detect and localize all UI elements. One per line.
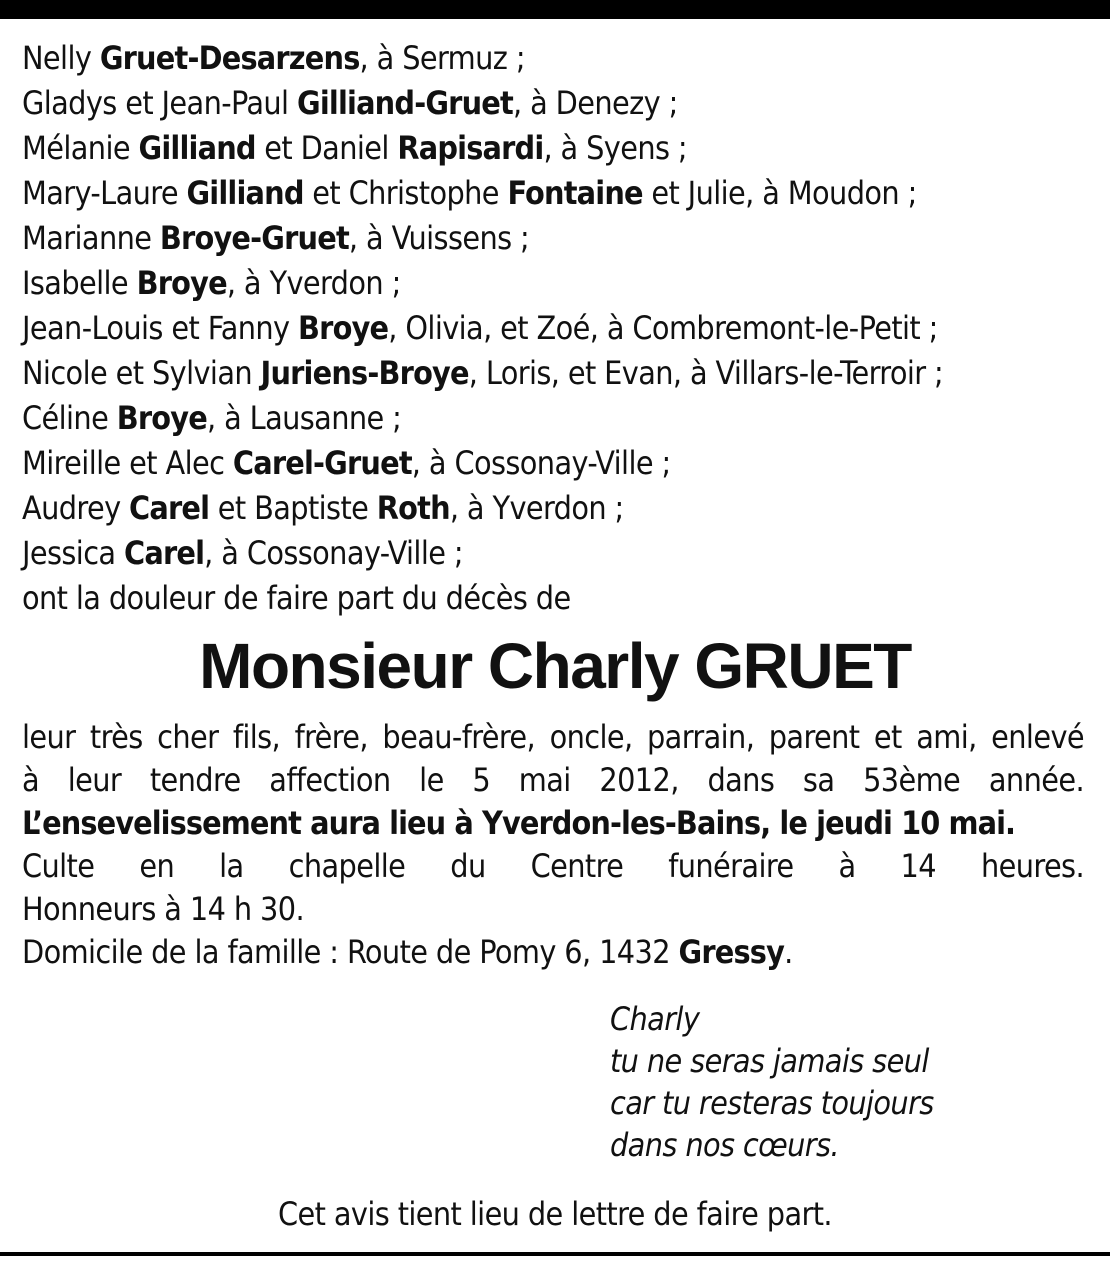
surname: Gilliand-Gruet — [297, 84, 513, 122]
surname: Gilliand — [186, 174, 304, 212]
given-names: Audrey — [22, 489, 130, 527]
given-names: Mary-Laure — [22, 174, 187, 212]
poem-line: tu ne seras jamais seul — [610, 1042, 929, 1080]
family-line — [22, 306, 1092, 351]
bottom-rule — [0, 1252, 1110, 1256]
poem — [610, 998, 1090, 1166]
surname: Carel-Gruet — [232, 444, 412, 482]
surname: Broye — [136, 264, 227, 302]
poem-line: car tu resteras toujours — [610, 1084, 934, 1122]
family-line — [22, 351, 1092, 396]
family-line — [22, 396, 1092, 441]
poem-line: dans nos cœurs. — [610, 1126, 839, 1164]
given-names: Nicole et Sylvian — [22, 354, 261, 392]
locality: , à Sermuz ; — [359, 39, 525, 77]
surname: Broye-Gruet — [159, 219, 349, 257]
family-line — [22, 171, 1092, 216]
notice-body — [22, 716, 1084, 974]
locality: , Olivia, et Zoé, à Combremont-le-Petit ; — [388, 309, 938, 347]
family-list — [22, 36, 1092, 621]
address-town: Gressy — [678, 933, 785, 971]
given-names: Gladys et Jean-Paul — [22, 84, 297, 122]
family-line — [22, 81, 1092, 126]
closing-note: Cet avis tient lieu de lettre de faire part. — [278, 1195, 832, 1233]
given-names: Marianne — [22, 219, 160, 257]
service-line: Culte en la chapelle du Centre funéraire à 14 heures. — [22, 847, 1084, 885]
given-names: Céline — [22, 399, 117, 437]
given-names: Jean-Louis et Fanny — [22, 309, 299, 347]
family-line — [22, 531, 1092, 576]
address-line — [22, 931, 1084, 974]
burial-line: L’ensevelissement aura lieu à Yverdon-les-Bains, le jeudi 10 mai. — [22, 804, 1016, 842]
surname: Gruet-Desarzens — [99, 39, 360, 77]
address-text: Domicile de la famille : Route de Pomy 6, 1432 — [22, 933, 679, 971]
locality: et Julie, à Moudon ; — [642, 174, 917, 212]
family-line — [22, 441, 1092, 486]
given-names: Isabelle — [22, 264, 137, 302]
given-names: et Christophe — [303, 174, 508, 212]
locality: , à Syens ; — [543, 129, 688, 167]
locality: , à Vuissens ; — [348, 219, 530, 257]
locality: , à Yverdon ; — [226, 264, 401, 302]
family-line — [22, 261, 1092, 306]
given-names: Jessica — [22, 534, 125, 572]
address-end: . — [784, 933, 793, 971]
locality: , à Lausanne ; — [206, 399, 402, 437]
date-line: à leur tendre affection le 5 mai 2012, dans sa 53ème année. — [22, 761, 1084, 799]
family-line — [22, 126, 1092, 171]
family-line — [22, 36, 1092, 81]
surname: Carel — [129, 489, 210, 527]
surname: Carel — [124, 534, 205, 572]
surname: Gilliand — [138, 129, 256, 167]
given-names: Mireille et Alec — [22, 444, 233, 482]
deceased-name: Monsieur Charly GRUET — [199, 630, 911, 702]
locality: , à Cossonay-Ville ; — [204, 534, 463, 572]
surname: Broye — [298, 309, 389, 347]
announcement-line: ont la douleur de faire part du décès de — [22, 579, 571, 617]
surname: Juriens-Broye — [260, 354, 469, 392]
surname: Rapisardi — [397, 129, 544, 167]
poem-line: Charly — [610, 1000, 700, 1038]
given-names: Mélanie — [22, 129, 139, 167]
locality: , à Yverdon ; — [449, 489, 624, 527]
honours-line: Honneurs à 14 h 30. — [22, 890, 305, 928]
family-line — [22, 216, 1092, 261]
locality: , à Denezy ; — [512, 84, 678, 122]
top-rule — [0, 0, 1110, 19]
locality: , Loris, et Evan, à Villars-le-Terroir ; — [468, 354, 944, 392]
relationship-line: leur très cher fils, frère, beau-frère, oncle, parrain, parent et ami, enlevé — [22, 718, 1084, 756]
locality: , à Cossonay-Ville ; — [411, 444, 671, 482]
surname: Roth — [376, 489, 450, 527]
surname: Fontaine — [507, 174, 643, 212]
surname: Broye — [116, 399, 207, 437]
given-names: et Daniel — [255, 129, 398, 167]
family-line — [22, 486, 1092, 531]
given-names: et Baptiste — [209, 489, 377, 527]
given-names: Nelly — [22, 39, 100, 77]
